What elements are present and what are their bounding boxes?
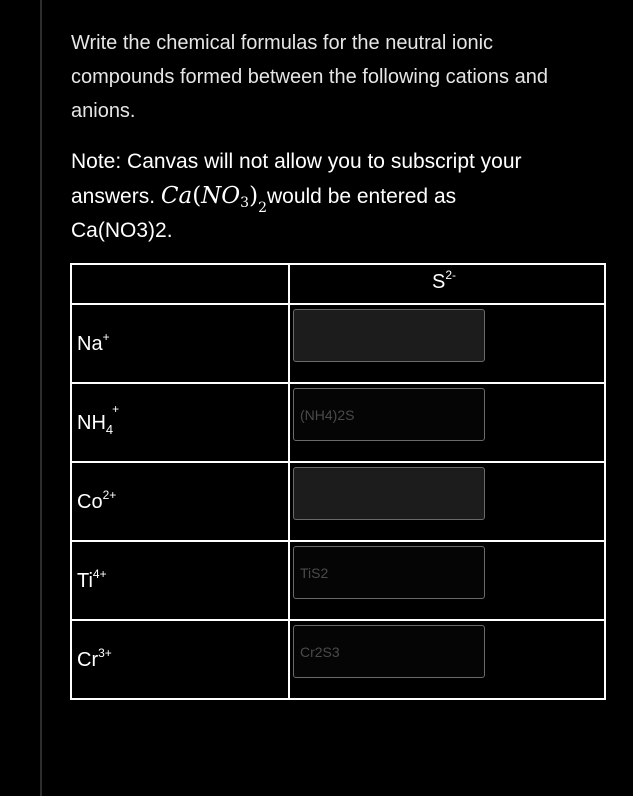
cation-label [77, 330, 110, 356]
note-text: Note: Canvas will not allow you to subscript your answers. [71, 150, 522, 208]
anion-label [432, 268, 457, 294]
anion-header-cell [289, 264, 605, 304]
table-row [71, 541, 605, 620]
cation-label [77, 567, 107, 593]
cation-cell [71, 462, 289, 541]
cation-cell [71, 620, 289, 699]
cation-symbol: Co [77, 491, 103, 513]
cation-label [77, 488, 117, 514]
plain-example: Ca(NO3)2. [71, 219, 173, 242]
cation-label [77, 402, 120, 437]
anion-charge: 2- [445, 268, 457, 282]
cation-symbol: Cr [77, 649, 99, 671]
question-note [71, 145, 611, 248]
cation-charge: 2+ [102, 488, 117, 502]
cation-charge: + [102, 330, 110, 344]
answer-input[interactable] [293, 467, 485, 520]
cation-charge: + [112, 402, 120, 416]
cation-symbol: Na [77, 333, 103, 355]
table-row [71, 383, 605, 462]
table-row [71, 620, 605, 699]
ion-table [70, 263, 606, 700]
cation-cell [71, 541, 289, 620]
cation-cell [71, 304, 289, 383]
cation-charge: 4+ [92, 567, 107, 581]
header-corner-cell [71, 264, 289, 304]
header-row [71, 264, 605, 304]
question-instructions: Write the chemical formulas for the neutral ionic compounds formed between the following cations and anions. [71, 32, 548, 122]
answer-input[interactable] [293, 546, 485, 599]
answer-cell [289, 541, 605, 620]
anion-symbol: S [432, 271, 446, 293]
answer-input[interactable] [293, 625, 485, 678]
cation-subscript: 4 [105, 422, 114, 437]
table-row [71, 304, 605, 383]
answer-cell [289, 304, 605, 383]
answer-input[interactable] [293, 309, 485, 362]
cation-cell [71, 383, 289, 462]
note-text-continued: would be entered as [266, 185, 457, 208]
answer-cell [289, 462, 605, 541]
cation-label [77, 646, 112, 672]
cation-charge: 3+ [98, 646, 112, 660]
cation-symbol: Ti [77, 570, 93, 592]
answer-cell [289, 620, 605, 699]
table-row [71, 462, 605, 541]
answer-cell [289, 383, 605, 462]
cation-symbol: NH [77, 412, 106, 434]
content-divider [40, 0, 42, 796]
answer-input[interactable] [293, 388, 485, 441]
formula-example: $Ca(NO_3)_2$ [160, 183, 267, 216]
